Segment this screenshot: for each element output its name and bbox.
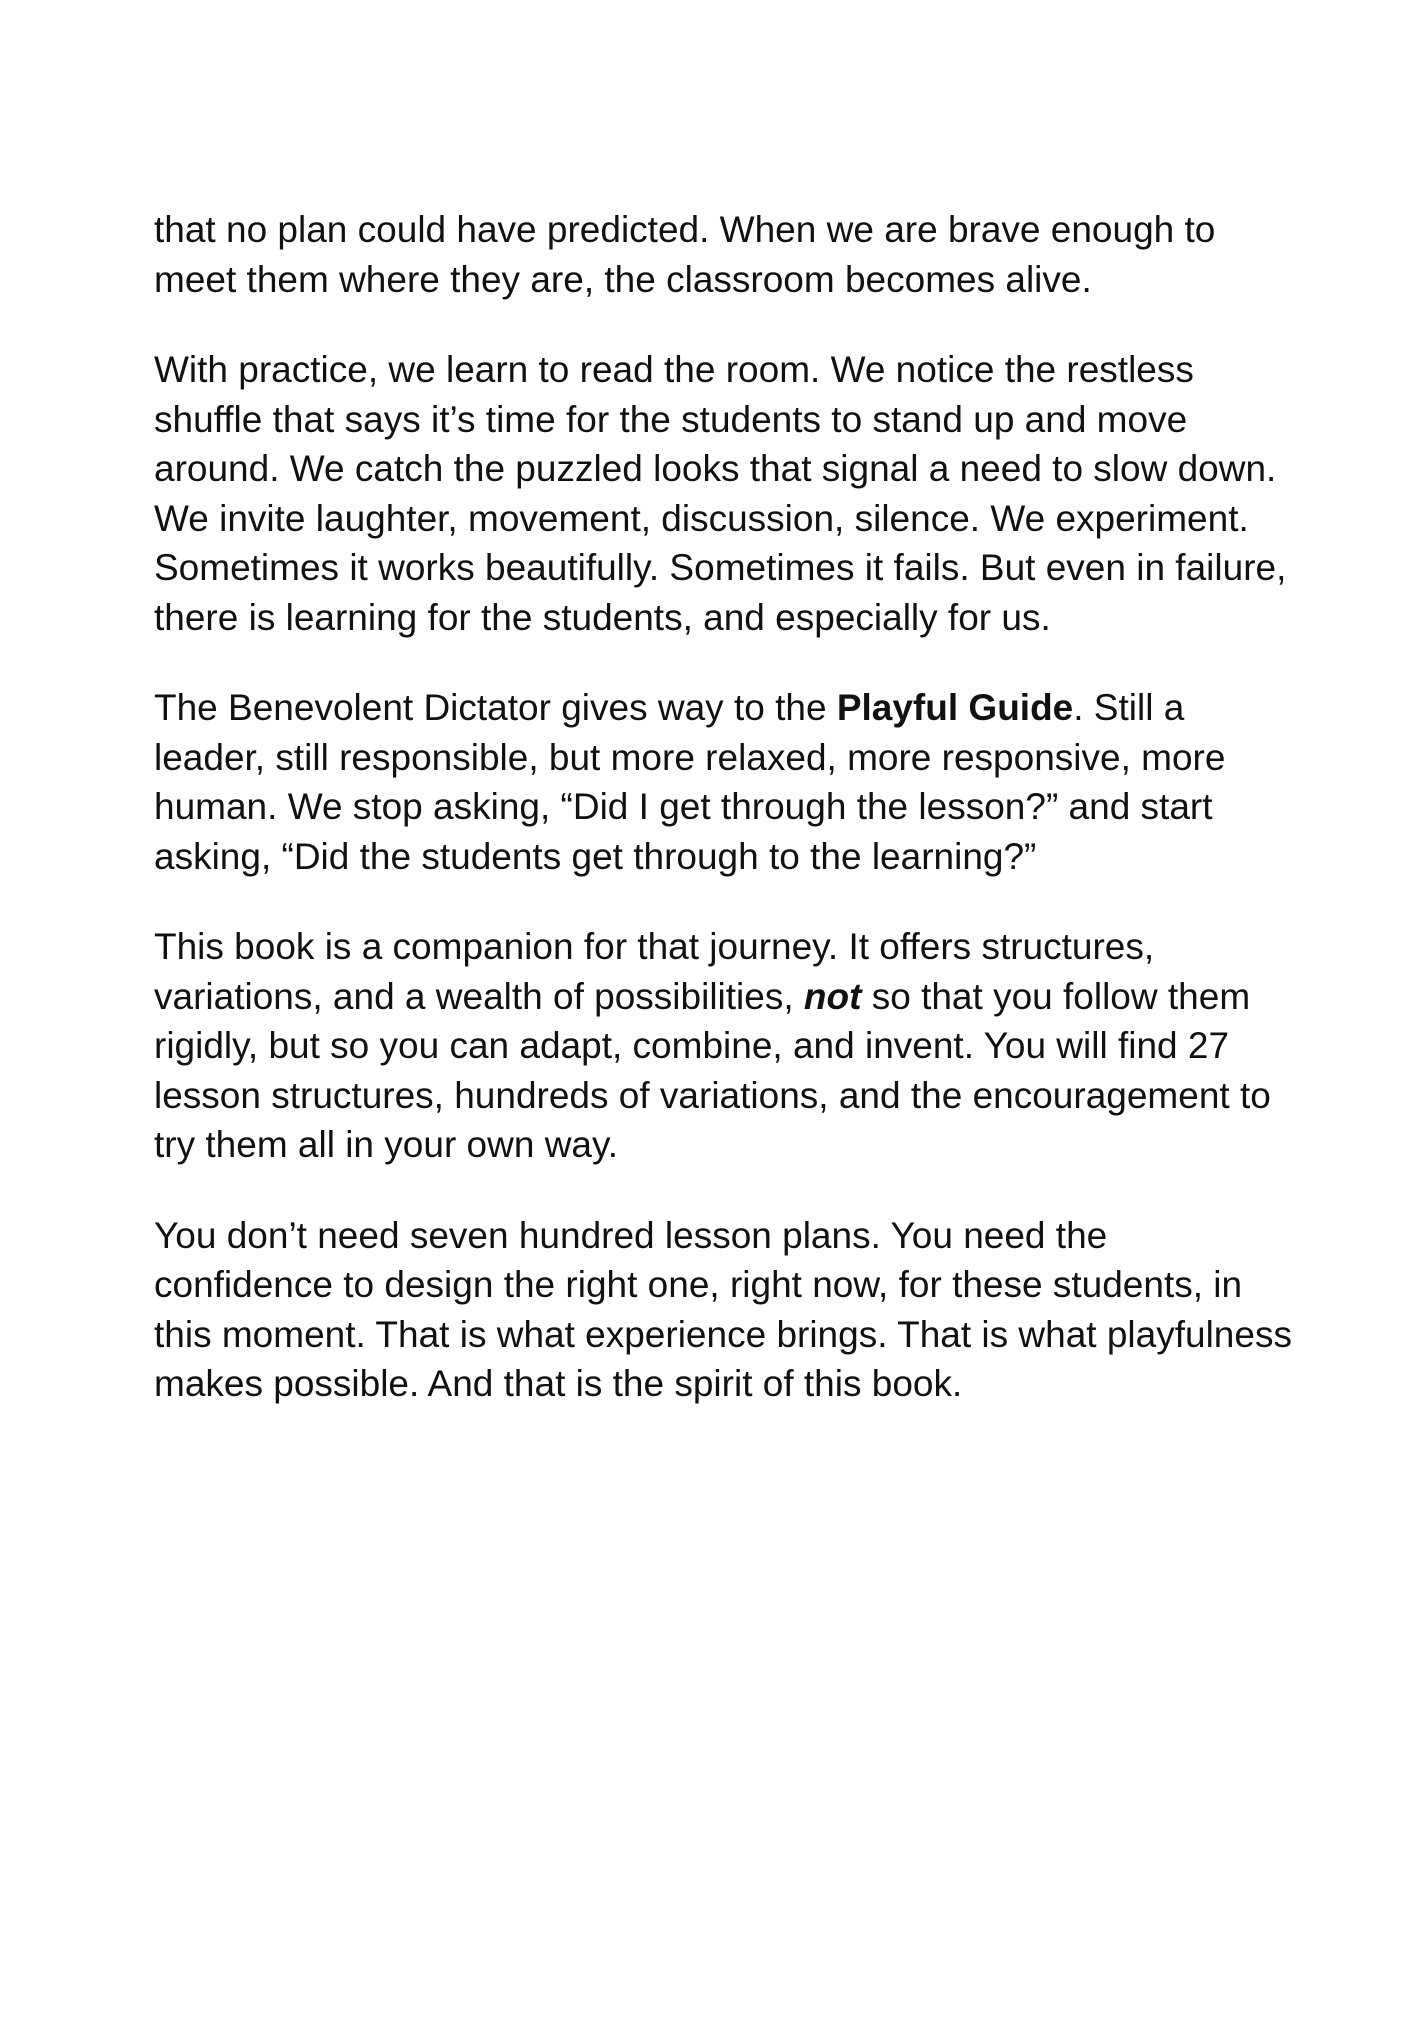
paragraph-2-text: With practice, we learn to read the room. We notice the restless shuffle that says it’s time for the students to stand up and move around. We catch the puzzled looks that signal a need to slow down. We invite laughter, movement, discussion, silence. We experiment. Sometimes it works beautifully. Sometimes it fails. But even in failure, there is learning for the students, and especially for us.	[154, 349, 1287, 638]
paragraph-5	[154, 1211, 1294, 1409]
body-text	[154, 205, 1294, 1409]
paragraph-5-text: You don’t need seven hundred lesson plans. You need the confidence to design the right one, right now, for these students, in this moment. That is what experience brings. That is what playfulness makes possible. And that is the spirit of this book.	[154, 1214, 1292, 1404]
playful-guide-term: Playful Guide	[836, 687, 1074, 728]
paragraph-1-text: that no plan could have predicted. When we are brave enough to meet them where they are, the classroom becomes alive.	[154, 209, 1216, 300]
paragraph-3-text-before: The Benevolent Dictator gives way to the	[154, 687, 837, 728]
not-emphasis: not	[803, 975, 862, 1017]
paragraph-2	[154, 345, 1294, 642]
paragraph-4-text-after: so that you follow them rigidly, but so you can adapt, combine, and invent. You will find 27 lesson structures, hundreds of variations, and the encouragement to try them all in your own way.	[154, 975, 1271, 1165]
paragraph-4	[154, 922, 1294, 1170]
paragraph-4-text-before: This book is a companion for that journey. It offers structures, variations, and a wealth of possibilities,	[154, 926, 1155, 1017]
paragraph-1	[154, 205, 1294, 304]
paragraph-3-text-after: . Still a leader, still responsible, but more relaxed, more responsive, more human. We stop asking, “Did I get through the lesson?” and start asking, “Did the students get through to the learning?”	[154, 687, 1226, 877]
paragraph-3	[154, 683, 1294, 881]
